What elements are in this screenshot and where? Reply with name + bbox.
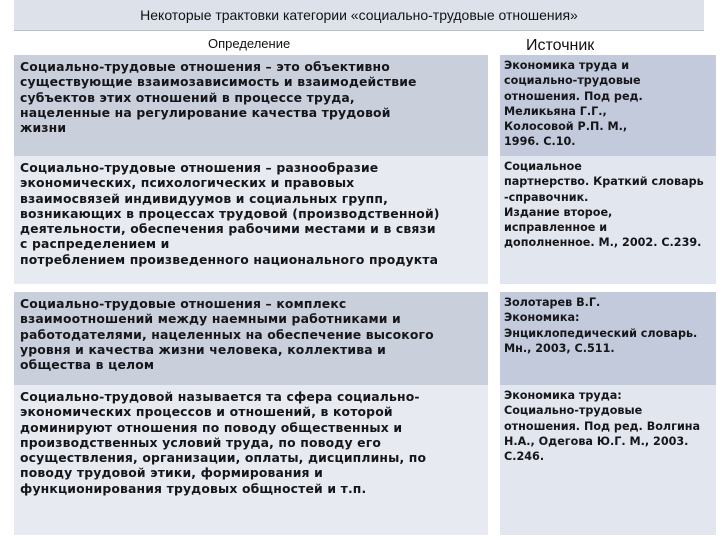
definition-column-header: Определение [208,36,291,51]
source-cell: Экономика труда: Социально-трудовые отношения. Под ред. Волгина Н.А., Одегова Ю.Г. М., 2003. С.246. [500,385,716,535]
table-row [14,55,716,156]
definition-cell: Социально-трудовые отношения – это объективно существующие взаимозависимость и взаимодействие субъектов этих отношений в процессе труда, нацеленные на регулирование качества трудовой жизни [14,55,488,156]
slide-title-text: Некоторые трактовки категории «социально-трудовые отношения» [140,7,578,23]
table-row [14,156,716,284]
slide-title [14,0,704,31]
definition-cell: Социально-трудовые отношения – разнообразие экономических, психологических и правовых взаимосвязей индивидуумов и социальных групп, возникающих в процессах трудовой (производственной) деятельности, обеспечения рабочими местами и в связи с распределением и потреблением произведенного национального продукта [14,156,488,284]
table-row [14,292,716,385]
definition-cell: Социально-трудовые отношения – комплекс взаимоотношений между наемными работниками и работодателями, нацеленных на обеспечение высокого уровня и качества жизни человека, коллектива и общества в целом [14,292,488,385]
definition-cell: Социально-трудовой называется та сфера социально- экономических процессов и отношений, в которой доминируют отношения по поводу общественных и производственных условий труда, по поводу его осуществления, организации, оплаты, дисциплины, по поводу трудовой этики, формирования и функционирования трудовых общностей и т.п. [14,385,488,535]
table-row [14,385,716,535]
source-cell: Золотарев В.Г. Экономика: Энциклопедический словарь. Мн., 2003, С.511. [500,292,716,385]
source-column-header: Источник [526,37,595,54]
source-cell: Социальное партнерство. Краткий словарь -справочник. Издание второе, исправленное и дополненное. М., 2002. С.239. [500,156,716,284]
source-cell: Экономика труда и социально-трудовые отношения. Под ред. Меликьяна Г.Г., Колосовой Р.П. М., 1996. С.10. [500,55,716,156]
